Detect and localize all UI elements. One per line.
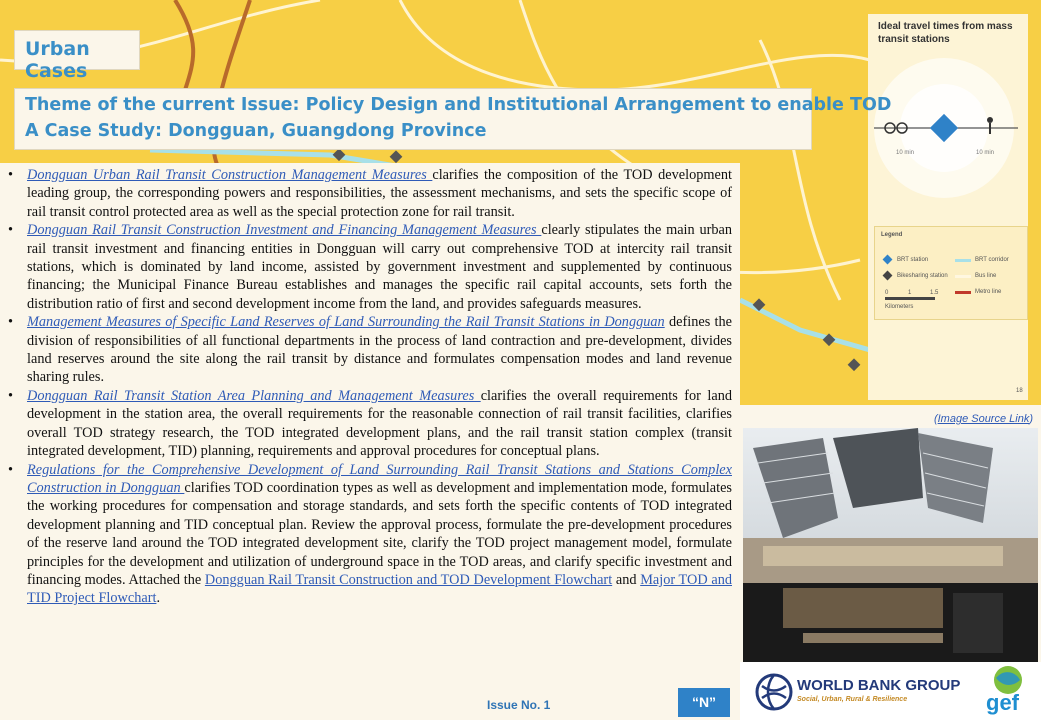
scale-label: Kilometers	[885, 304, 914, 310]
measures-list	[8, 166, 732, 608]
scale-tick-1: 1	[908, 290, 912, 296]
measure-text-4: clarifies the overall requirements for land development in the station area, the overall requirements for the reasonable connection of rail transit facilities, clarifies overall TOD strategy research, the TOD integrated development plans, and the rail transit station complex (transit integrated development, TID) planning, requirements and approval procedures for conceptual plans.	[27, 387, 732, 460]
section-label: Urban Cases	[25, 38, 90, 82]
image-source-close: )	[1029, 413, 1033, 425]
measure-link-4[interactable]: Dongguan Rail Transit Station Area Planning and Management Measures	[27, 387, 481, 404]
measure-text-5-end: .	[156, 590, 161, 607]
measure-text-3: defines the division of responsibilities of all functional departments in the process of land contraction and pre-development, divides land reserves around the site along the rail transit by distance and formulates compensation modes and land revenue sharing rules.	[27, 314, 732, 386]
travel-time-diagram	[868, 54, 1028, 254]
issue-badge: “N”	[678, 688, 730, 717]
measure-link-3[interactable]: Management Measures of Specific Land Reserves of Land Surrounding the Rail Transit Stations in Dongguan	[27, 314, 665, 331]
issue-number: Issue No. 1	[487, 698, 551, 712]
world-bank-tagline: Social, Urban, Rural & Resilience	[797, 696, 908, 703]
legend-bus-line-swatch	[955, 275, 971, 278]
bike-time-label: 10 min	[896, 150, 915, 156]
legend-item-brt-station: BRT station	[897, 257, 929, 263]
case-study-title: A Case Study: Dongguan, Guangdong Province	[25, 121, 487, 141]
scale-bar	[885, 297, 935, 300]
measure-text-1: clarifies the composition of the TOD development leading group, the corresponding powers and responsibilities, the assessment mechanisms, and sets the specific scope of rail transit control protected area as well as the special protection zone for rail transit.	[27, 167, 732, 220]
world-bank-globe-icon	[754, 672, 794, 712]
list-item	[8, 221, 732, 313]
map-legend	[874, 226, 1028, 320]
list-item	[8, 166, 732, 221]
legend-item-brt-corridor: BRT corridor	[975, 257, 1009, 263]
measure-link-5[interactable]: Regulations for the Comprehensive Development of Land Surrounding Rail Transit Stations and Stations Complex Construction in Dongguan	[27, 461, 732, 496]
section-label-box	[14, 30, 140, 82]
image-source-open: (	[933, 413, 938, 425]
measure-text-5-mid: and	[612, 571, 641, 588]
measure-link-2[interactable]: Dongguan Rail Transit Construction Investment and Financing Management Measures	[27, 222, 542, 239]
logo-bar	[740, 662, 1041, 720]
station-render-image	[743, 428, 1038, 662]
legend-title: Legend	[881, 232, 903, 238]
walk-time-label: 10 min	[976, 150, 995, 156]
station-render-panel	[740, 405, 1041, 662]
legend-item-bikesharing: Bikesharing station	[897, 273, 948, 279]
image-source-link[interactable]: Image Source Link	[937, 413, 1030, 425]
scale-tick-2: 1.5	[930, 290, 939, 296]
scale-tick-0: 0	[885, 290, 889, 296]
measure-link-1[interactable]: Dongguan Urban Rail Transit Construction Management Measures	[27, 167, 433, 183]
flowchart-link-2[interactable]: Major TOD and TID Project Flowchart	[27, 571, 732, 607]
measure-text-5: clarifies TOD coordination types as well as development and implementation mode, formulates the working procedures for compensation and storage standards, and sets forth the specific contents of TOD integrated development planning and TID conceptual plan. Review the approval process, formulate the pre-development procedures of the reserve land around the TOD integrated development site, clarify the TOD project management model, formulate principles for the development and utilization of underground space in the TOD areas, and clarify specific investment and financing modes. Attached the	[27, 479, 732, 588]
measure-text-2: clearly stipulates the main urban rail transit investment and financing entities in Dongguan will carry out comprehensive TOD at intercity rail transit stations, which is dominated by land income, assisted by government investment and supplemented by continuous financing; the Municipal Finance Bureau establishes and manages the specific rail capital accounts, sets forth the distribution ratio of first and second development income from the land, and provides safeguards measures.	[27, 222, 733, 312]
map-page-number: 18	[1016, 388, 1023, 394]
theme-title: Theme of the current Issue: Policy Design and Institutional Arrangement to enable TOD	[25, 95, 892, 115]
world-bank-group-name: WORLD BANK GROUP	[797, 677, 961, 694]
legend-bikesharing-icon	[883, 271, 893, 281]
list-item	[8, 387, 732, 461]
theme-box	[14, 88, 892, 150]
gef-logo-text: gef	[986, 690, 1019, 715]
image-source-caption	[934, 413, 1033, 425]
legend-item-bus-line: Bus line	[975, 273, 997, 279]
travel-time-title: Ideal travel times from mass transit stations	[878, 21, 1013, 45]
flowchart-link-1[interactable]: Dongguan Rail Transit Construction and TOD Development Flowchart	[204, 571, 613, 588]
list-item	[8, 313, 732, 387]
list-item	[8, 461, 732, 608]
legend-item-metro-line: Metro line	[975, 289, 1002, 295]
legend-metro-line-swatch	[955, 291, 971, 294]
legend-brt-corridor-swatch	[955, 259, 971, 262]
legend-brt-station-icon	[883, 255, 893, 265]
travel-time-panel	[868, 14, 1028, 400]
